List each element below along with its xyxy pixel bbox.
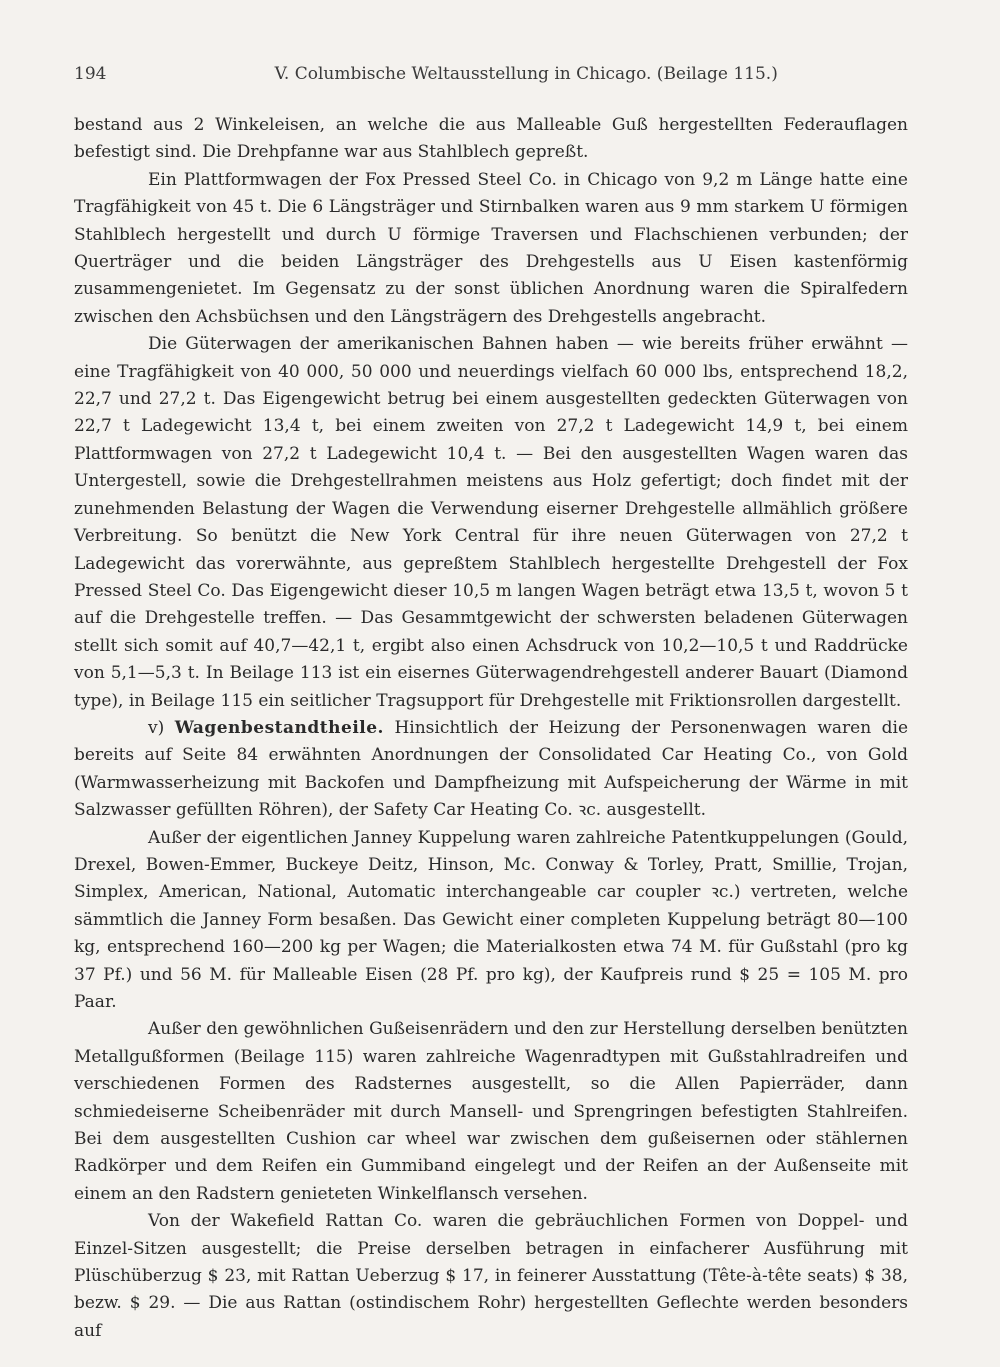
paragraph-freight-wagons: Die Güterwagen der amerikanischen Bahnen haben — wie bereits früher erwähnt — eine Tragfähigkeit von 40 000, 50 000 und neuerdings vielfach 60 000 lbs, entsprechend 18,2, 22,7 und 27,2 t. Das Eigengewicht betrug bei einem ausgestellten gedeckten Güterwagen von 22,7 t Ladegewicht 13,4 t, bei einem zweiten von 27,2 t Ladegewicht 14,9 t, bei einem Plattformwagen von 27,2 t Ladegewicht 10,4 t. — Bei den ausgestellten Wagen waren das Untergestell, sowie die Drehgestellrahmen meistens aus Holz gefertigt; doch findet mit der zunehmenden Belastung der Wagen die Verwendung eiserner Drehgestelle allmählich größere Verbreitung. So benützt die New York Central für ihre neuen Güterwagen von 27,2 t Ladegewicht das vorerwähnte, aus gepreßtem Stahlblech hergestellte Drehgestell der Fox Pressed Steel Co. Das Eigengewicht dieser 10,5 m langen Wagen beträgt etwa 13,5 t, wovon 5 t auf die Drehgestelle treffen. — Das Gesammtgewicht der schwersten beladenen Güterwagen stellt sich somit auf 40,7—42,1 t, ergibt also einen Achsdruck von 10,2—10,5 t und Raddrücke von 5,1—5,3 t. In Beilage 113 ist ein eisernes Güterwagendrehgestell anderer Bauart (Diamond type), in Beilage 115 ein seitlicher Tragsupport für Drehgestelle mit Friktionsrollen dargestellt. — [74, 334, 908, 711]
page-body — [74, 112, 908, 1345]
page-number: 194 — [74, 64, 107, 84]
page-header — [74, 64, 906, 84]
section-heading: Wagenbestandtheile. — [174, 717, 384, 738]
running-title: V. Columbische Weltausstellung in Chicago. (Beilage 115.) — [274, 64, 778, 84]
paragraph-couplings: Außer der eigentlichen Janney Kuppelung waren zahlreiche Patentkuppelungen (Gould, Drexel, Bowen-Emmer, Buckeye Deitz, Hinson, Mc. Conway & Torley, Pratt, Smillie, Trojan, Simplex, American, National, Automatic interchangeable car coupler ꝛc.) vertreten, welche sämmtlich die Janney Form besaßen. Das Gewicht einer completen Kuppelung beträgt 80—100 kg, entsprechend 160—200 kg per Wagen; die Materialkosten etwa 74 M. für Gußstahl (pro kg 37 Pf.) und 56 M. für Malleable Eisen (28 Pf. pro kg), der Kaufpreis rund $ 25 = 105 M. pro Paar. — [74, 827, 908, 1012]
section-text: Hinsichtlich der Heizung der Personenwagen waren die bereits auf Seite 84 erwähnten Anordnungen der Consolidated Car Heating Co., von Gold (Warmwasserheizung mit Backofen und Dampfheizung mit Aufspeicherung der Wärme in mit Salzwasser gefüllten Röhren), der Safety Car Heating Co. ꝛc. ausgestellt. — [74, 717, 909, 821]
section-marker: v) — [148, 717, 165, 738]
paragraph-continuation: bestand aus 2 Winkeleisen, an welche die aus Malleable Guß hergestellten Federauflagen befestigt sind. Die Drehpfanne war aus Stahlblech gepreßt. — [74, 115, 908, 163]
section-paragraph — [74, 715, 908, 825]
paragraph-wheels: Außer den gewöhnlichen Gußeisenrädern und den zur Herstellung derselben benützten Metallgußformen (Beilage 115) waren zahlreiche Wagenradtypen mit Gußstahlradreifen und verschiedenen Formen des Radsternes ausgestellt, so die Allen Papierräder, dann schmiedeiserne Scheibenräder mit durch Mansell- und Sprengringen befestigten Stahlreifen. Bei dem ausgestellten Cushion car wheel war zwischen dem gußeisernen oder stählernen Radkörper und dem Reifen ein Gummiband eingelegt und der Reifen an der Außenseite mit einem an den Radstern genieteten Winkelflansch versehen. — [74, 1019, 908, 1204]
paragraph-platform-wagon: Ein Plattformwagen der Fox Pressed Steel Co. in Chicago von 9,2 m Länge hatte eine Tragfähigkeit von 45 t. Die 6 Längsträger und Stirnbalken waren aus 9 mm starkem U förmigen Stahlblech hergestellt und durch U förmige Traversen und Flachschienen verbunden; der Querträger und die beiden Längsträger des Drehgestells aus U Eisen kastenförmig zusammengenietet. Im Gegensatz zu der sonst üblichen Anordnung waren die Spiralfedern zwischen den Achsbüchsen und den Längsträgern des Drehgestells angebracht. — [74, 169, 908, 327]
paragraph-seats: Von der Wakefield Rattan Co. waren die gebräuchlichen Formen von Doppel- und Einzel-Sitzen ausgestellt; die Preise derselben betragen in einfacherer Ausführung mit Plüschüberzug $ 23, mit Rattan Ueberzug $ 17, in feinerer Ausstattung (Tête-à-tête seats) $ 38, bezw. $ 29. — Die aus Rattan (ostindischem Rohr) hergestellten Geflechte werden besonders auf — [74, 1211, 908, 1341]
